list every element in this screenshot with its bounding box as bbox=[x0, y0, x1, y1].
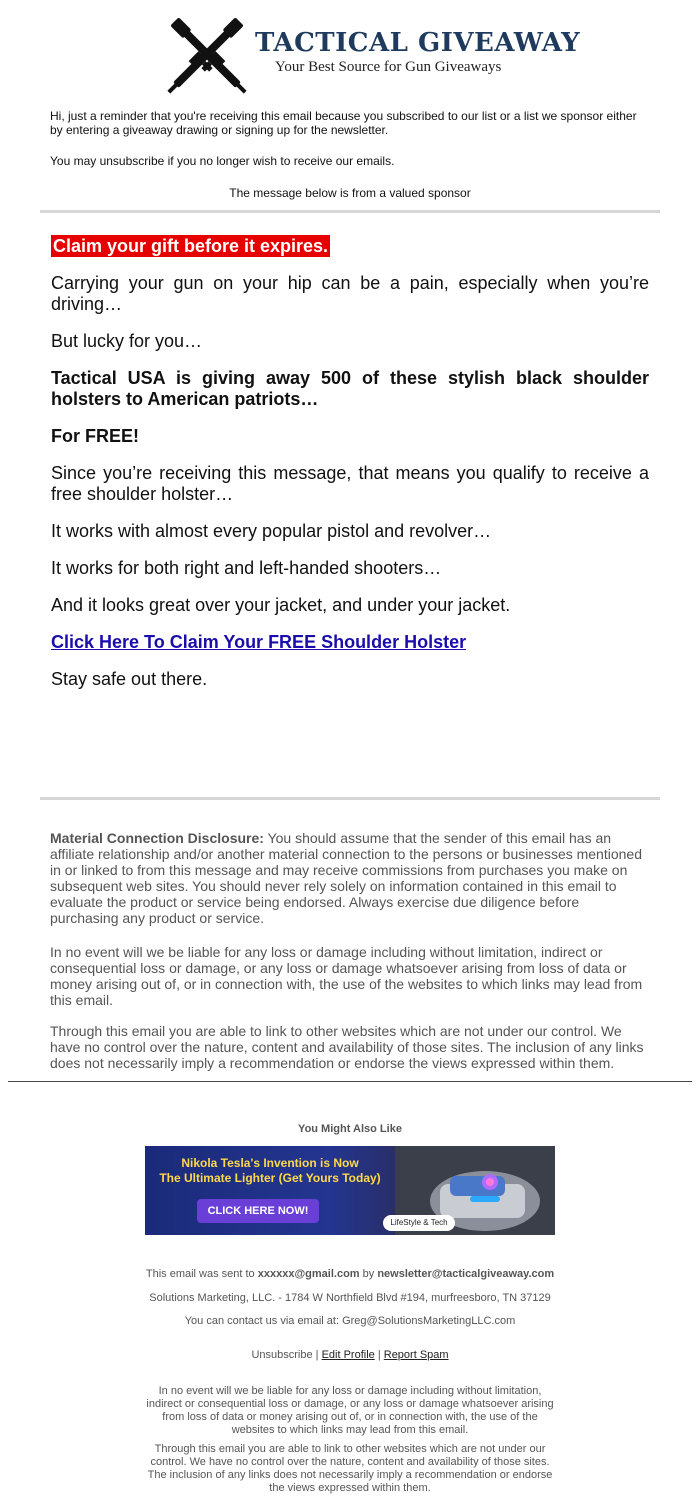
sender-email: newsletter@tacticalgiveaway.com bbox=[377, 1268, 555, 1280]
promo-free: For FREE! bbox=[51, 426, 139, 446]
promo-offer: Tactical USA is giving away 500 of these stylish black shoulder holsters to American patriots… bbox=[51, 368, 649, 409]
company-address: Solutions Marketing, LLC. - 1784 W Northfield Blvd #194, murfreesboro, TN 37129 bbox=[149, 1292, 551, 1304]
promo-paragraph: But lucky for you… bbox=[51, 331, 203, 351]
unsubscribe-link[interactable]: Unsubscribe bbox=[251, 1349, 313, 1361]
promo-paragraph: Carrying your gun on your hip can be a pain, especially when you’re driving… bbox=[51, 273, 649, 314]
promo-signoff: Stay safe out there. bbox=[51, 669, 208, 689]
divider bbox=[8, 1081, 692, 1082]
footer-liability-disclaimer: In no event will we be liable for any loss or damage including without limitation, indirect or consequential loss or damage, or any loss or damage whatsoever arising from loss of data or money arising out of, or in connection with, the use of the websites to which links may lead from this email. bbox=[146, 1385, 554, 1436]
divider bbox=[40, 797, 660, 800]
logo-title: TACTICAL GIVEAWAY bbox=[255, 28, 581, 58]
promo-paragraph: It works for both right and left-handed shooters… bbox=[51, 558, 442, 578]
sponsor-note: The message below is from a valued sponsor bbox=[229, 186, 471, 200]
promo-headline: Claim your gift before it expires. bbox=[53, 236, 329, 256]
disclosure-label: Material Connection Disclosure: bbox=[50, 830, 264, 846]
unsubscribe-note: You may unsubscribe if you no longer wish to receive our emails. bbox=[50, 154, 395, 168]
lighter-ad-banner[interactable] bbox=[145, 1146, 555, 1235]
banner-headline: Nikola Tesla's Invention is Now bbox=[181, 1156, 359, 1170]
links-disclaimer: Through this email you are able to link to other websites which are not under our control. We have no control over the nature, content and availability of those sites. The inclusion of any links does not necessarily imply a recommendation or endorse the views expressed within them. bbox=[50, 1023, 644, 1071]
edit-profile-link[interactable]: Edit Profile bbox=[321, 1349, 375, 1361]
subscription-reminder: Hi, just a reminder that you're receiving this email because you subscribed to our list or a list we sponsor either by entering a giveaway drawing or signing up for the newsletter. bbox=[50, 109, 637, 137]
banner-cta-button[interactable]: CLICK HERE NOW! bbox=[197, 1199, 319, 1223]
contact-line: You can contact us via email at: Greg@SolutionsMarketingLLC.com bbox=[184, 1315, 516, 1327]
recipient-email: xxxxxx@gmail.com bbox=[257, 1268, 360, 1280]
claim-holster-link[interactable]: Click Here To Claim Your FREE Shoulder Holster bbox=[51, 632, 467, 652]
footer-links: Unsubscribe | Edit Profile | Report Spam bbox=[251, 1349, 449, 1361]
banner-headline: The Ultimate Lighter (Get Yours Today) bbox=[159, 1171, 381, 1185]
promo-paragraph: Since you’re receiving this message, that means you qualify to receive a free shoulder holster… bbox=[51, 463, 649, 504]
liability-disclaimer: In no event will we be liable for any loss or damage including without limitation, indirect or consequential loss or damage, or any loss or damage whatsoever arising from loss of data or money arising out of, or in connection with, the use of the websites to which links may lead from this email. bbox=[50, 944, 643, 1008]
sent-to-line: This email was sent to xxxxxx@gmail.com by newsletter@tacticalgiveaway.com bbox=[145, 1268, 555, 1280]
promo-paragraph: It works with almost every popular pistol and revolver… bbox=[51, 521, 492, 541]
report-spam-link[interactable]: Report Spam bbox=[383, 1349, 449, 1361]
logo-tagline: Your Best Source for Gun Giveaways bbox=[275, 59, 502, 75]
banner-badge: LifeStyle & Tech bbox=[383, 1215, 455, 1231]
material-disclosure: Material Connection Disclosure: You should assume that the sender of this email has an affiliate relationship and/or another material connection to the persons or businesses mentioned in or linked to from this message and may receive commissions from purchases you make on subsequent web sites. You should never rely solely on information contained in this email to evaluate the product or service being endorsed. Always exercise due diligence before purchasing any product or service. bbox=[50, 830, 642, 926]
also-like-heading: You Might Also Like bbox=[298, 1123, 402, 1135]
divider bbox=[40, 210, 660, 213]
footer-links-disclaimer: Through this email you are able to link to other websites which are not under our control. We have no control over the nature, content and availability of those sites. The inclusion of any links does not necessarily imply a recommendation or endorse the views expressed within them. bbox=[147, 1443, 553, 1494]
promo-paragraph: And it looks great over your jacket, and under your jacket. bbox=[51, 595, 511, 615]
